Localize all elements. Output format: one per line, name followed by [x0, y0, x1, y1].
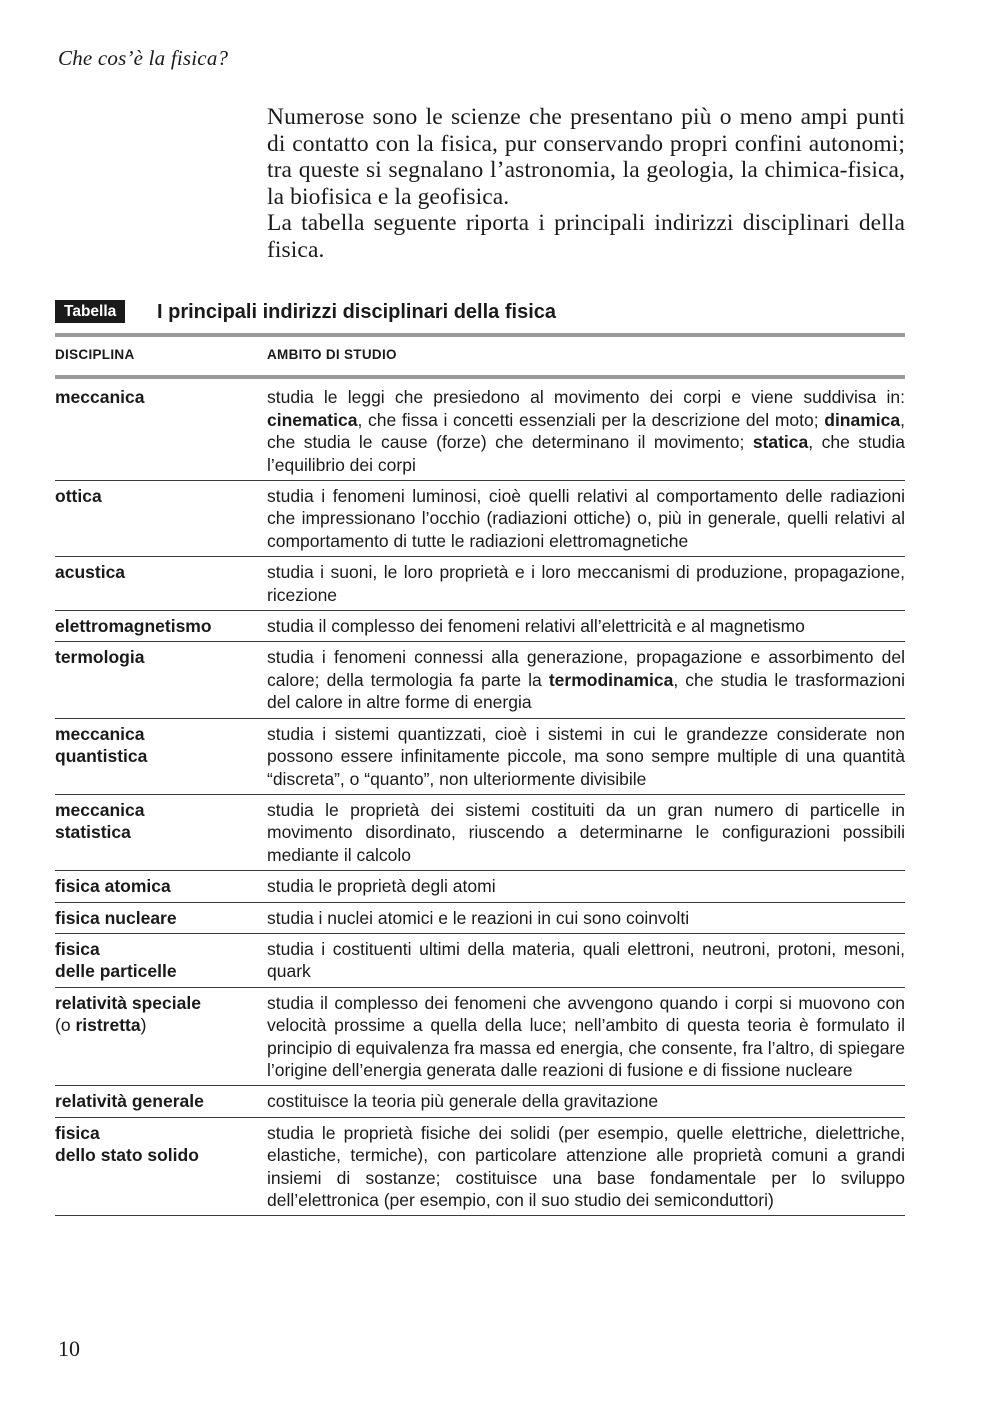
scope-text: studia le proprietà fisiche dei solidi (per esempio, quelle elettriche, dielettriche, elastiche, termiche), con particolare attenzione alle proprietà comuni a grandi insiemi di sostanze; costituisce una base fondamentale per lo sviluppo dell’elettronica (per esempio, con il suo studio dei semiconduttori) — [267, 1122, 905, 1210]
scope-cell — [267, 902, 905, 933]
scope-text: cinematica — [267, 409, 358, 430]
running-head: Che cos’è la fisica? — [58, 46, 229, 70]
table-label-badge: Tabella — [55, 300, 125, 323]
column-header-discipline: DISCIPLINA — [55, 339, 267, 377]
scope-text: studia le proprietà degli atomi — [267, 876, 496, 897]
scope-cell — [267, 481, 905, 557]
scope-cell — [267, 718, 905, 794]
discipline-cell — [55, 557, 267, 611]
table-row — [55, 933, 905, 987]
table-row — [55, 611, 905, 642]
scope-text: , che studia le cause (forze) che determinano il movimento; — [267, 409, 905, 453]
scope-text: studia le leggi che presiedono al movimento dei corpi e viene suddivisa in: — [267, 387, 905, 408]
discipline-name: relatività generale — [55, 1091, 204, 1112]
discipline-name: fisica atomica — [55, 876, 171, 897]
table-row — [55, 1086, 905, 1117]
scope-text: studia i costituenti ultimi della materia, quali elettroni, neutroni, protoni, mesoni, quark — [267, 938, 905, 982]
intro-paragraph: La tabella seguente riporta i principali indirizzi disciplinari della fisica. — [267, 210, 905, 263]
scope-text: studia i sistemi quantizzati, cioè i sistemi in cui le grandezze considerate non possono essere infinitamente piccole, ma sono sempre multiple di una quantità “discreta”, o “quanto”, non ulteriormente divisibile — [267, 723, 905, 789]
disciplines-table — [55, 339, 905, 1216]
discipline-name: ottica — [55, 486, 102, 507]
discipline-cell — [55, 1086, 267, 1117]
discipline-cell — [55, 1117, 267, 1216]
discipline-name: fisica delle particelle — [55, 938, 177, 982]
scope-cell — [267, 794, 905, 870]
table-row — [55, 902, 905, 933]
scope-cell — [267, 611, 905, 642]
scope-text: studia il complesso dei fenomeni che avvengono quando i corpi si muovono con velocità prossime a quella della luce; nell’ambito di questa teoria è formulato il principio di equivalenza fra massa ed energia, che consente, fra l’altro, di spiegare l’origine dell’energia generata dalle reazioni di fusione e di fissione nucleare — [267, 992, 905, 1080]
discipline-name: fisica nucleare — [55, 907, 177, 928]
table-row — [55, 642, 905, 718]
discipline-name: meccanica — [55, 387, 145, 408]
discipline-name: elettromagnetismo — [55, 616, 212, 637]
discipline-cell — [55, 611, 267, 642]
table-row — [55, 794, 905, 870]
discipline-cell — [55, 933, 267, 987]
scope-text: costituisce la teoria più generale della gravitazione — [267, 1091, 659, 1112]
scope-cell — [267, 377, 905, 480]
discipline-cell — [55, 794, 267, 870]
scope-text: , che studia le trasformazioni del calore in altre forme di energia — [267, 669, 905, 713]
discipline-name: acustica — [55, 562, 126, 583]
table-title: I principali indirizzi disciplinari della fisica — [157, 301, 556, 323]
discipline-name: termologia — [55, 647, 145, 668]
table-row — [55, 557, 905, 611]
scope-text: dinamica — [824, 409, 901, 430]
scope-cell — [267, 1086, 905, 1117]
table-row — [55, 987, 905, 1086]
table-caption — [55, 298, 905, 326]
scope-cell — [267, 642, 905, 718]
scope-text: studia i nuclei atomici e le reazioni in cui sono coinvolti — [267, 907, 690, 928]
discipline-cell — [55, 481, 267, 557]
column-header-scope: AMBITO DI STUDIO — [267, 339, 905, 377]
discipline-name: fisica dello stato solido — [55, 1122, 199, 1166]
scope-cell — [267, 557, 905, 611]
scope-text: studia i suoni, le loro proprietà e i loro meccanismi di produzione, propagazione, ricezione — [267, 562, 905, 605]
scope-text: studia i fenomeni connessi alla generazione, propagazione e assorbimento del calore; della termologia fa parte la — [267, 647, 905, 690]
discipline-note: (o — [55, 1015, 76, 1036]
discipline-cell — [55, 718, 267, 794]
table-body — [55, 377, 905, 1216]
intro-paragraph: Numerose sono le scienze che presentano più o meno ampi punti di contatto con la fisica, pur conservando propri confini autonomi; tra queste si segnalano l’astronomia, la geologia, la chimica-fisica, la biofisica e la geofisica. — [267, 104, 905, 210]
scope-text: statica — [752, 432, 809, 453]
discipline-name: meccanica statistica — [55, 799, 145, 843]
scope-cell — [267, 871, 905, 902]
table-row — [55, 377, 905, 480]
scope-text: studia le proprietà dei sistemi costituiti da un gran numero di particelle in movimento disordinato, riuscendo a determinarne le configurazioni possibili mediante il calcolo — [267, 799, 905, 865]
discipline-cell — [55, 871, 267, 902]
discipline-note: ristretta — [75, 1015, 141, 1036]
scope-cell — [267, 933, 905, 987]
discipline-cell — [55, 902, 267, 933]
scope-cell — [267, 1117, 905, 1216]
table-top-rule — [55, 333, 905, 337]
discipline-note: ) — [140, 1015, 147, 1036]
discipline-cell — [55, 987, 267, 1086]
discipline-cell — [55, 377, 267, 480]
scope-text: studia i fenomeni luminosi, cioè quelli relativi al comportamento delle radiazioni che impressionano l’occhio (radiazioni ottiche) o, più in generale, quelli relativi al comportamento di tutte le radiazioni elettromagnetiche — [267, 486, 905, 551]
table-header-row — [55, 339, 905, 377]
discipline-name: meccanica quantistica — [55, 723, 148, 767]
scope-text: , che studia l’equilibrio dei corpi — [267, 432, 905, 475]
page-number: 10 — [58, 1336, 80, 1361]
discipline-cell — [55, 642, 267, 718]
scope-text: termodinamica — [548, 669, 674, 690]
table-row — [55, 871, 905, 902]
scope-cell — [267, 987, 905, 1086]
table-row — [55, 481, 905, 557]
scope-text: , che fissa i concetti essenziali per la descrizione del moto; — [357, 409, 825, 430]
table-row — [55, 1117, 905, 1216]
discipline-name: relatività speciale — [55, 992, 201, 1013]
table-row — [55, 718, 905, 794]
scope-text: studia il complesso dei fenomeni relativi all’elettricità e al magnetismo — [267, 616, 805, 637]
intro-text — [267, 104, 905, 263]
